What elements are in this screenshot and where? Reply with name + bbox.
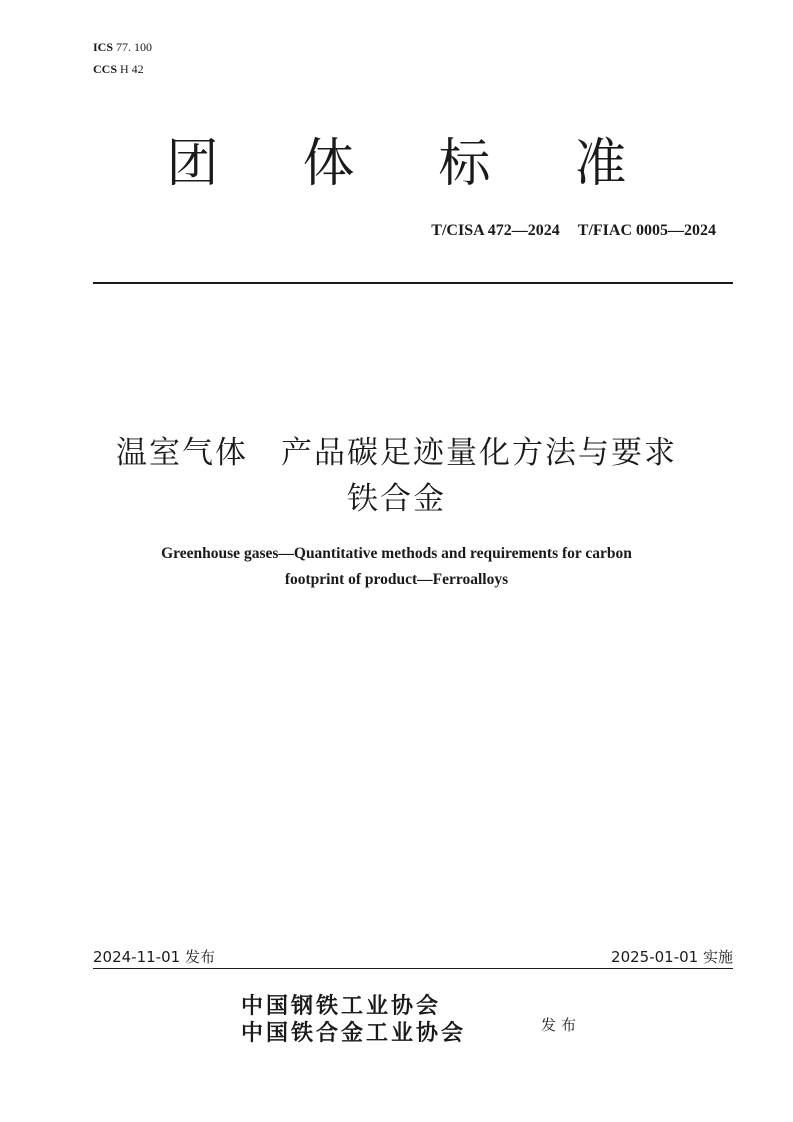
standard-number-fiac: T/FIAC 0005—2024 [577, 222, 716, 239]
english-title-line-1: Greenhouse gases—Quantitative methods and requirements for carbon [161, 545, 632, 562]
publish-label: 发布 [541, 1016, 582, 1034]
publish-date: 2024-11-01 发布 [93, 948, 215, 966]
chinese-title [0, 430, 793, 522]
header-divider [93, 282, 733, 284]
publisher-steel-association: 中国钢铁工业协会 [241, 993, 442, 1019]
chinese-title-line-2: 铁合金 [347, 481, 446, 517]
ics-code: ICS 77. 100 [93, 40, 153, 54]
footer-divider [93, 968, 733, 969]
standard-type-heading: 团体标准 [166, 134, 711, 194]
publishing-organizations [241, 993, 466, 1047]
classification-codes [93, 36, 152, 80]
standard-number-cisa: T/CISA 472—2024 [431, 222, 560, 239]
english-title [0, 541, 793, 593]
standard-numbers [431, 222, 716, 240]
english-title-line-2: footprint of product—Ferroalloys [284, 571, 509, 588]
implementation-date: 2025-01-01 实施 [611, 948, 733, 966]
publisher-ferroalloy-association: 中国铁合金工业协会 [241, 1020, 467, 1046]
chinese-title-line-1: 温室气体 产品碳足迹量化方法与要求 [116, 435, 677, 471]
ccs-code: CCS H 42 [93, 62, 144, 76]
